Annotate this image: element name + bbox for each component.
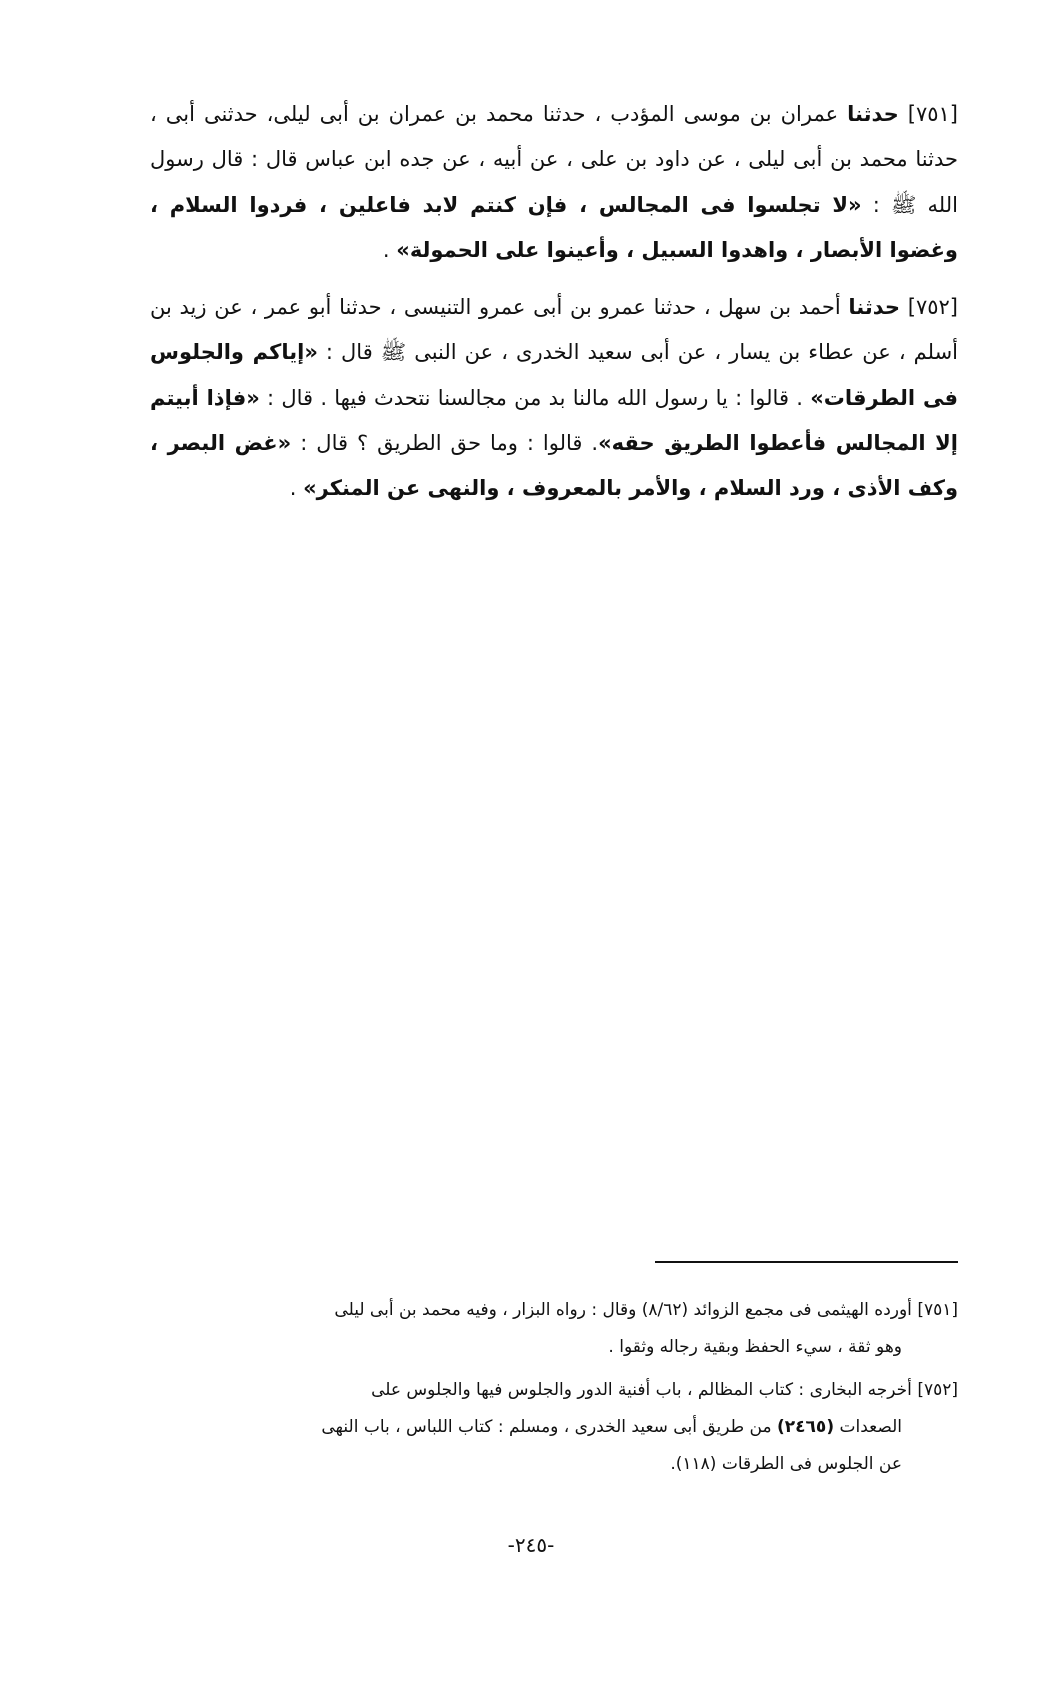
footnote-text: أورده الهيثمى فى مجمع الزوائد (٨/٦٢) وقال : رواه البزار ، وفيه محمد بن أبى ليلى: [334, 1300, 918, 1320]
footnote-number: [٧٥٢]: [917, 1380, 958, 1400]
footnote-text: أخرجه البخارى : كتاب المظالم ، باب أفنية الدور والجلوس فيها والجلوس على: [371, 1380, 918, 1400]
footnotes: [150, 1292, 958, 1489]
footnote-hadith-ref: (٢٤٦٥): [777, 1417, 835, 1437]
footnote-text-continued: عن الجلوس فى الطرقات (١١٨).: [670, 1454, 902, 1474]
hadith-text-end: .: [289, 476, 304, 501]
hadith-lead: حدثنا: [847, 102, 899, 126]
footnote-text-part: الصعدات: [834, 1417, 902, 1437]
hadith-number: [٧٥٢]: [907, 295, 958, 320]
footnote-text-part: من طريق أبى سعيد الخدرى ، ومسلم : كتاب اللباس ، باب النهى: [321, 1417, 778, 1437]
hadith-quote-3: «غض البصر ، وكف الأذى ، ورد السلام ، والأمر بالمعروف ، والنهى عن المنكر»: [150, 431, 958, 501]
hadith-text-mid-1: . قالوا : يا رسول الله مالنا بد من مجالسنا نتحدث فيها . قال :: [259, 385, 811, 410]
hadith-lead: حدثنا: [848, 295, 901, 320]
main-text: [150, 92, 958, 524]
hadith-text-mid-2: . قالوا : وما حق الطريق ؟ قال :: [291, 431, 599, 456]
footnote-text-continued: [150, 1409, 958, 1446]
footnote-divider: [655, 1261, 958, 1263]
hadith-number: [٧٥١]: [907, 102, 958, 126]
hadith-751: [150, 92, 958, 273]
footnote-number: [٧٥١]: [917, 1300, 958, 1320]
hadith-quote-1: «إياكم والجلوس فى الطرقات»: [150, 340, 958, 410]
hadith-752: [150, 285, 958, 511]
hadith-text: أحمد بن سهل ، حدثنا عمرو بن أبى عمرو التنيسى ، حدثنا أبو عمر ، عن زيد بن أسلم ، عن عطاء بن يسار ، عن أبى سعيد الخدرى ، عن النبى ﷺ قال :: [150, 295, 959, 365]
footnote-751: [150, 1292, 958, 1366]
hadith-quote-2: «فإذا أبيتم إلا المجالس فأعطوا الطريق حقه»: [150, 385, 959, 456]
footnote-752: [150, 1372, 958, 1483]
hadith-quote: «لا تجلسوا فى المجالس ، فإن كنتم لابد فاعلين ، فردوا السلام ، وغضوا الأبصار ، واهدوا السبيل ، وأعينوا على الحمولة»: [150, 192, 958, 262]
hadith-text-end: .: [382, 237, 397, 262]
hadith-text: عمران بن موسى المؤدب ، حدثنا محمد بن عمران بن أبى ليلى، حدثنى أبى ، حدثنا محمد بن أبى ليلى ، عن داود بن على ، عن أبيه ، عن جده ابن عباس قال : قال رسول الله ﷺ :: [150, 102, 958, 217]
page-number: -٢٤٥-: [507, 1533, 555, 1557]
footnote-text-continued: وهو ثقة ، سيء الحفظ وبقية رجاله وثقوا .: [608, 1337, 902, 1357]
